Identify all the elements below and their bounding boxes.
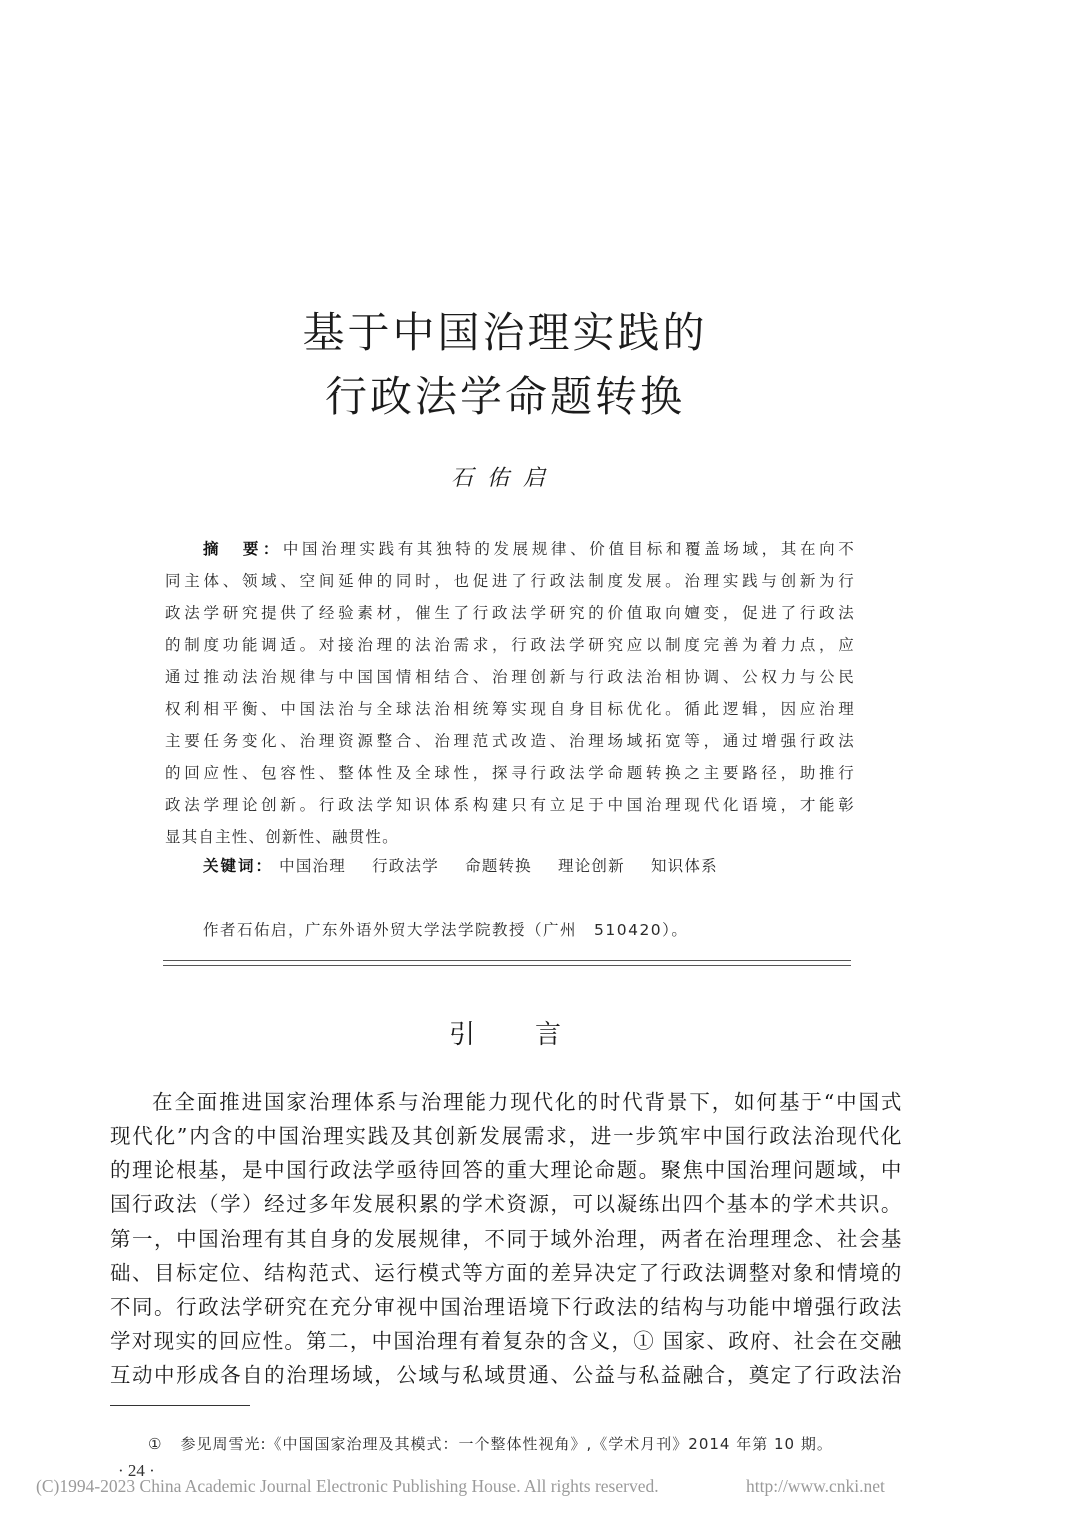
footnote-text: 参见周雪光:《中国国家治理及其模式：一个整体性视角》,《学术月刊》2014 年第 10 期。: [180, 1435, 833, 1453]
author-affiliation: 作者石佑启，广东外语外贸大学法学院教授（广州 510420）。: [203, 921, 689, 939]
abstract-line: 政法学研究提供了经验素材，催生了行政法学研究的价值取向嬗变，促进了行政法: [165, 604, 855, 622]
body-line: 的理论根基，是中国行政法学亟待回答的重大理论命题。聚焦中国治理问题域，中: [110, 1158, 902, 1182]
body-line: 在全面推进国家治理体系与治理能力现代化的时代背景下，如何基于“中国式: [152, 1090, 902, 1114]
article-title-line-1: 基于中国治理实践的: [302, 308, 708, 357]
abstract-line: 显其自主性、创新性、融贯性。: [165, 828, 399, 846]
abstract-line: 同主体、领域、空间延伸的同时，也促进了行政法制度发展。治理实践与创新为行: [165, 572, 855, 590]
author-name: 石佑启: [450, 466, 559, 491]
body-line: 互动中形成各自的治理场域，公域与私域贯通、公益与私益融合，奠定了行政法治: [110, 1363, 902, 1387]
keywords-label: 关键词：: [203, 857, 274, 875]
abstract-line: 政法学理论创新。行政法学知识体系构建只有立足于中国治理现代化语境，才能彰: [165, 796, 855, 814]
abstract-line: 的回应性、包容性、整体性及全球性，探寻行政法学命题转换之主要路径，助推行: [165, 764, 855, 782]
double-rule-divider: [163, 960, 851, 966]
keywords: [203, 854, 738, 876]
footnote-rule: [110, 1405, 250, 1406]
keyword: 知识体系: [650, 857, 718, 875]
article-title-line-2: 行政法学命题转换: [324, 372, 685, 421]
keyword: 行政法学: [372, 857, 439, 875]
copyright-notice: (C)1994-2023 China Academic Journal Electronic Publishing House. All rights reserved.: [36, 1476, 659, 1496]
body-line: 第一，中国治理有其自身的发展规律，不同于域外治理，两者在治理理念、社会基: [110, 1227, 902, 1251]
abstract-line: 的制度功能调适。对接治理的法治需求，行政法学研究应以制度完善为着力点，应: [165, 636, 855, 654]
keyword: 中国治理: [279, 857, 346, 875]
website-link[interactable]: http://www.cnki.net: [746, 1476, 885, 1496]
page-number: · 24 ·: [118, 1461, 155, 1480]
body-line: 学对现实的回应性。第二，中国治理有着复杂的含义，① 国家、政府、社会在交融: [110, 1329, 902, 1353]
body-line: 现代化”内含的中国治理实践及其创新发展需求，进一步筑牢中国行政法治现代化: [110, 1124, 902, 1148]
abstract-line: 摘 要：中国治理实践有其独特的发展规律、价值目标和覆盖场域，其在向不: [203, 540, 855, 558]
keyword: 理论创新: [558, 857, 625, 875]
body-line: 不同。行政法学研究在充分审视中国治理语境下行政法的结构与功能中增强行政法: [110, 1295, 902, 1319]
abstract-line: 权利相平衡、中国法治与全球法治相统筹实现自身目标优化。循此逻辑，因应治理: [165, 700, 855, 718]
abstract-line: 通过推动法治规律与中国国情相结合、治理创新与行政法治相协调、公权力与公民: [165, 668, 855, 686]
keyword: 命题转换: [465, 857, 532, 875]
footnote: [148, 1433, 833, 1454]
body-line: 国行政法（学）经过多年发展积累的学术资源，可以凝练出四个基本的学术共识。: [110, 1192, 902, 1216]
footnote-mark: ①: [148, 1435, 163, 1453]
section-heading: 引言: [448, 1020, 621, 1050]
body-line: 础、目标定位、结构范式、运行模式等方面的差异决定了行政法调整对象和情境的: [110, 1261, 902, 1285]
abstract-label: 摘 要：: [203, 540, 283, 558]
abstract-line: 主要任务变化、治理资源整合、治理范式改造、治理场域拓宽等，通过增强行政法: [165, 732, 855, 750]
